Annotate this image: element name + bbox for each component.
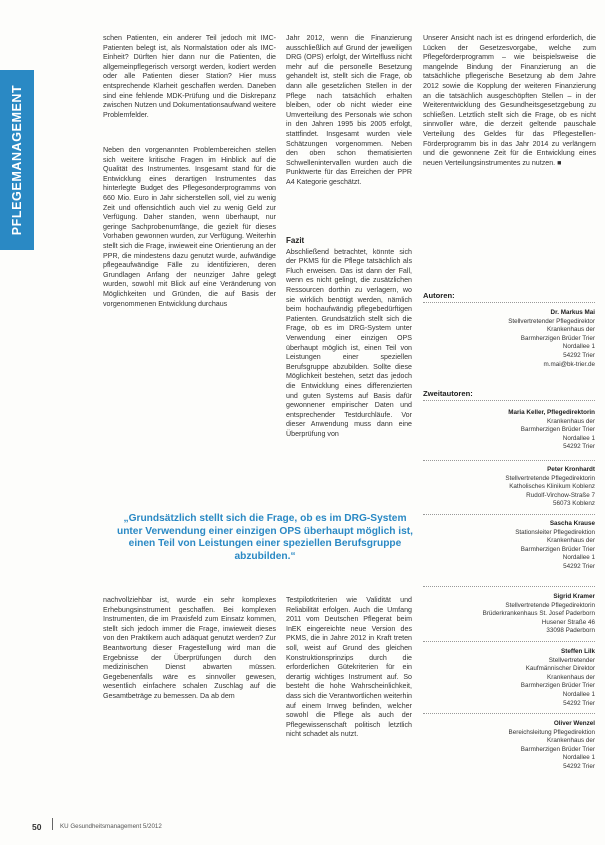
author-name: Sascha Krause xyxy=(549,520,595,527)
author-line: 33098 Paderborn xyxy=(546,627,595,635)
author-line: Stellvertretender xyxy=(548,656,595,664)
section-tab xyxy=(0,70,34,250)
journal-footer: KU Gesundheitsmanagement 5/2012 xyxy=(60,823,162,830)
column-1 xyxy=(103,34,276,450)
divider xyxy=(423,400,595,401)
author-line: 54292 Trier xyxy=(563,351,595,359)
author-line: 54292 Trier xyxy=(563,762,595,770)
divider xyxy=(423,586,595,587)
author-block xyxy=(423,648,595,708)
author-line: Nordallee 1 xyxy=(562,690,595,698)
author-name: Steffen Lilk xyxy=(561,648,595,655)
section-tab-label: PFLEGEMANAGEMENT xyxy=(10,84,24,236)
body-paragraph: Unserer Ansicht nach ist es dringend erforderlich, die Lücken der Gesetzesvorgabe, welche zum Pflegeförderprogramm – wie beispielsweise die mangelnde Bindung der Finanzierung an die tatsächliche pflegerische Besetzung ab dem Jahre 2012 sowie die Kopplung der weiteren Finanzierung an die tatsächlich ausgeschöpften Stellen – in der Weiterentwicklung des Gesundheitsgesetzgebung zu schließen. Letztlich stellt sich die Frage, ob es nicht sinnvoller wäre, die derzeit geltende pauschale Verteilung des Geldes für das Pflegestellen-Förderprogramm bis in das Jahr 2014 zu verlängern und die gewonnene Zeit für die Entwicklung eines neuen Verteilungsinstrumentes zu nutzen. ■ xyxy=(423,34,596,167)
author-line: Krankenhaus der xyxy=(547,537,595,545)
author-line: 54292 Trier xyxy=(563,443,595,451)
author-block xyxy=(423,309,595,369)
author-line: Barmherzigen Brüder Trier xyxy=(520,682,595,690)
author-line: Rudolf-Virchow-Straße 7 xyxy=(526,491,595,499)
body-paragraph: schen Patienten, ein anderer Teil jedoch mit IMC-Patienten belegt ist, als Normalstation oder als IMC-Einheit? Dürften hier dann nur die Patienten, die allgemeinpflegerisch versorgt werden, kodiert werden oder alle Patienten dieser Station? Hier muss entsprechende Klarheit geschaffen werden. Daneben sind eine fehlende MDK-Prüfung und die Diskrepanz zwischen Nutzen und Dokumentationsaufwand weitere Problemfelder. xyxy=(103,34,276,119)
author-line: Katholisches Klinikum Koblenz xyxy=(509,483,595,491)
column-3 xyxy=(423,34,596,262)
divider xyxy=(423,713,595,714)
author-line: Nordallee 1 xyxy=(562,554,595,562)
author-name: Sigrid Kramer xyxy=(553,593,595,600)
author-line: Kaufmännischer Direktor xyxy=(525,665,595,673)
author-line: Barmherzigen Brüder Trier xyxy=(520,545,595,553)
author-name: Maria Keller, Pflegedirektorin xyxy=(508,409,595,416)
author-line: 54292 Trier xyxy=(563,699,595,707)
author-block xyxy=(423,593,595,636)
body-paragraph-bottom-1: nachvollziehbar ist, wurde ein sehr komplexes Erhebungsinstrument geschaffen. Bei komplexen Instrumenten, die im Praxisfeld zum Einsatz kommen, stellt sich jedoch immer die Frage, inwieweit dieses von den Praktikern auch adäquat genutzt werden? Zur Beantwortung dieser Fragestellung wird man die Ergebnisse der Überprüfungen durch den medizinischen Dienst abwarten müssen. Gegebenenfalls wäre es sinnvoller gewesen, wesentlich einfachere schalen Zuschlag auf die Gesamtbeträge zu bemessen. Da ab dem xyxy=(103,596,276,700)
author-line: 56073 Koblenz xyxy=(552,500,595,508)
divider xyxy=(423,302,595,303)
author-line: Nordallee 1 xyxy=(562,754,595,762)
footer-divider xyxy=(52,818,53,830)
author-name: Peter Kronhardt xyxy=(547,466,595,473)
author-line: Brüderkrankenhaus St. Josef Paderborn xyxy=(482,610,595,618)
author-block xyxy=(423,720,595,772)
body-paragraph: Jahr 2012, wenn die Finanzierung ausschließlich auf Grund der jeweiligen DRG (OPS) erfolgt, der Wirtelfluss nicht mehr auf die personelle Besetzung gehandelt ist, stellt sich die Frage, ob dann alle gesetzlichen Stellen in der Pflege nach tatsächlich erhalten bleiben, oder ob nicht wieder eine Umverteilung des Personals wie schon in den Jahren 1995 bis 2005 erfolgt, stattfindet. Insgesamt wurden viele Schätzungen vorgenommen. Neben den oben schon thematisierten Schwellenintervallen wurden auch die Punktwerte für das Erreichen der PPR A4 Kategorie geschätzt. xyxy=(286,34,412,186)
author-line: Husener Straße 46 xyxy=(541,618,595,626)
authors-label: Autoren: xyxy=(423,291,455,300)
body-paragraph: Neben den vorgenannten Problembereichen stellen sich weitere kritische Fragen im Hinblick auf die Qualität des Instrumentes. Insgesamt stand für die Entwicklung eines derartigen Instrumentes das hinterlegte Budget des Pflegesonderprogramms von 660 Mio. Euro in Jahr sicherstellen soll, viel zu wenig Zeit und offensichtlich auch viel zu wenig Geld zur Verfügung. Daher standen, wenn überhaupt, nur geringe Sachprobenumfänge, die gezielt für dieses Vorhaben gewonnen wurden, zur Verfügung. Weiterhin stellt sich die Frage, inwieweit eine Orientierung an der PPR, die mindestens dazu genutzt wurde, aufwändige pflegeaufwändige Fälle zu identifizieren, deren Grundlagen Anfang der neunziger Jahre gelegt wurden, sowohl mit Blick auf eine Veränderung von Möglichkeiten und Gründen, die auf Basis der vorgenommenen Entwicklung durchaus xyxy=(103,146,276,308)
author-line: Stellvertretender Pflegedirektor xyxy=(508,317,595,325)
author-line: Nordallee 1 xyxy=(562,343,595,351)
divider xyxy=(423,514,595,515)
author-line: Barmherzigen Brüder Trier xyxy=(520,426,595,434)
author-line: Krankenhaus der xyxy=(547,737,595,745)
pull-quote: „Grundsätzlich stellt sich die Frage, ob es im DRG-System unter Verwendung einer einzigen OPS überhaupt möglich ist, einen Teil von Leistungen einer speziellen Berufsgruppe abzubilden.“ xyxy=(116,513,414,562)
author-email[interactable]: m.mai@bk-trier.de xyxy=(543,360,595,368)
author-line: Barmherzigen Brüder Trier xyxy=(520,745,595,753)
author-name: Oliver Wenzel xyxy=(553,720,595,727)
divider xyxy=(423,460,595,461)
coauthors-label: Zweitautoren: xyxy=(423,389,473,398)
author-line: Krankenhaus der xyxy=(547,673,595,681)
author-block xyxy=(423,409,595,452)
author-block xyxy=(423,520,595,572)
author-line: Stellvertretende Pflegedirektorin xyxy=(505,601,595,609)
author-name: Dr. Markus Mai xyxy=(550,309,595,316)
author-line: Krankenhaus der xyxy=(547,326,595,334)
column-2 xyxy=(286,34,412,440)
author-block xyxy=(423,466,595,509)
author-line: Stellvertretende Pflegedirektorin xyxy=(505,474,595,482)
author-line: Stationsleiter Pflegedirektion xyxy=(515,528,595,536)
divider xyxy=(423,641,595,642)
author-line: 54292 Trier xyxy=(563,562,595,570)
page-number: 50 xyxy=(32,822,42,832)
author-line: Bereichsleitung Pflegedirektion xyxy=(508,728,595,736)
author-line: Krankenhaus der xyxy=(547,417,595,425)
author-line: Nordallee 1 xyxy=(562,434,595,442)
body-paragraph-bottom-2: Testpilotkriterien wie Validität und Reliabilität erfolgen. Auch die Umfang 2011 vom Deutschen Pflegerat beim InEK eingereichte neue Version des PKMS, die in Jahre 2012 in Kraft treten soll, weist auf Grund des gleichen Konstruktionsprinzips durch die erforderlichen Gütekriterien für ein derartig wichtiges Instrument auf. So besteht die hohe Wahrscheinlichkeit, dass sich die Verantwortlichen weiterhin auf einem Irrweg befinden, welcher sowohl die Pflege als auch der Pflegewissenschaft politisch letztlich nicht schadet als nutzt. xyxy=(286,596,412,739)
author-line: Barmherzigen Brüder Trier xyxy=(520,334,595,342)
section-heading-fazit: Fazit xyxy=(286,236,305,245)
body-paragraph: Abschließend betrachtet, könnte sich der PKMS für die Pflege tatsächlich als Fluch erweisen. Das ist dann der Fall, wenn es nicht gelingt, die zusätzlichen Ressourcen dorthin zu verlagern, wo sie wirklich benötigt werden, nämlich beim hochaufwändig pflegebedürftigen Patienten. Grundsätzlich stellt sich die Frage, ob es im DRG-System unter Verwendung einer einzigen OPS überhaupt möglich ist, einen Teil von Leistungen einer speziellen Berufsgruppe abzubilden. Sollte diese Möglichkeit bestehen, setzt das jedoch die Entwicklung eines differenzierten und guten Systems auf Basis dafür gewonnener empirischer Daten und entsprechender Testdurchläufe. Vor dieser Anwendung muss dann eine Überprüfung von xyxy=(286,247,412,438)
